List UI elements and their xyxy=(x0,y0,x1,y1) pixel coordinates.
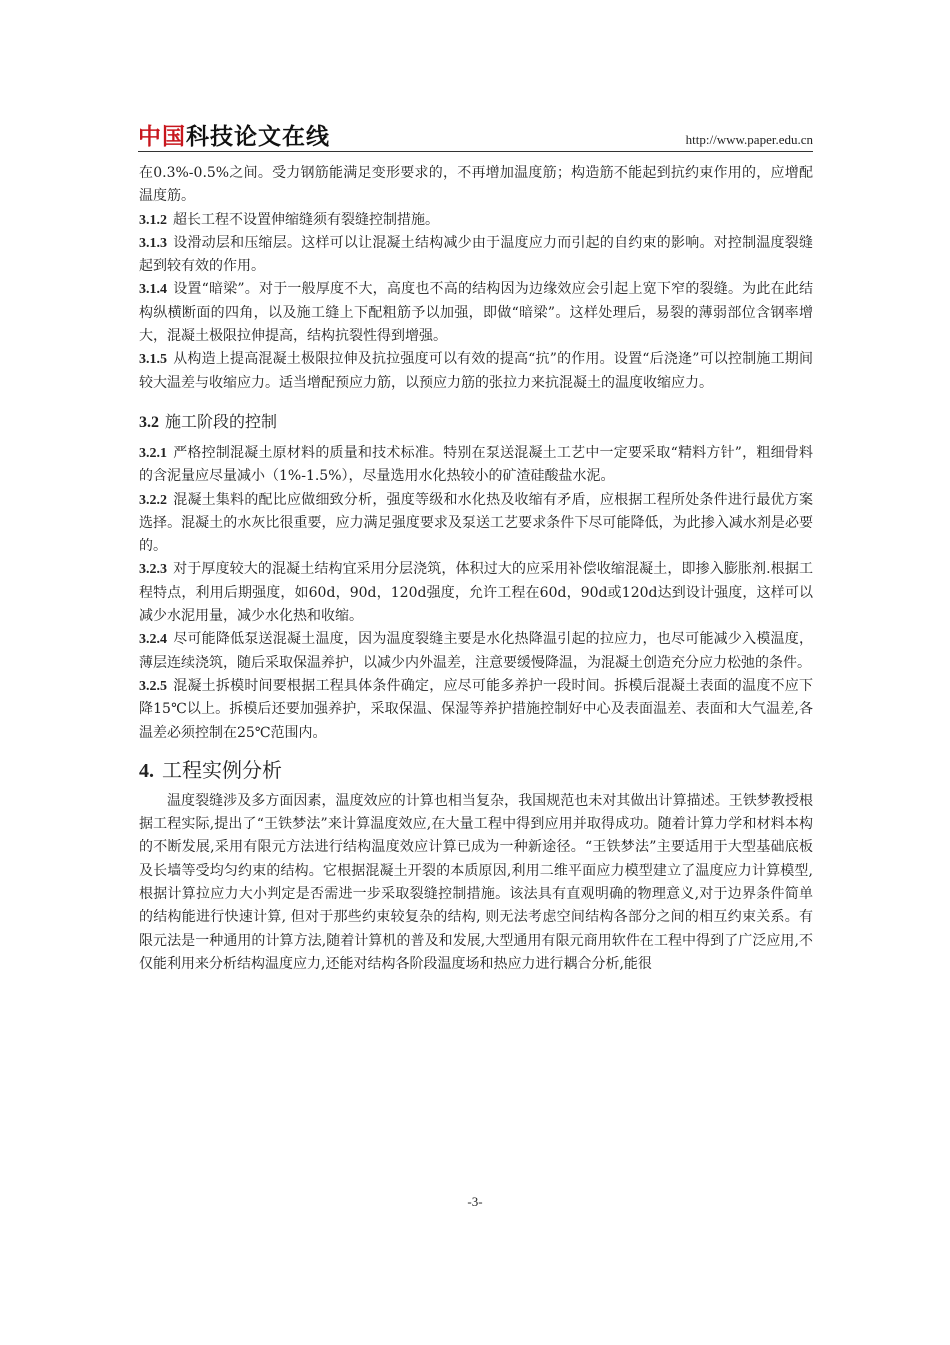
page-number: -3- xyxy=(467,1194,483,1209)
heading-number: 3.2 xyxy=(139,413,159,431)
header-url[interactable]: http://www.paper.edu.cn xyxy=(685,132,813,147)
section-3-1-2 xyxy=(139,209,813,232)
section-number: 3.1.2 xyxy=(139,212,167,228)
section-text: 设滑动层和压缩层。这样可以让混凝土结构减少由于温度应力而引起的自约束的影响。对控制温度裂缝起到较有效的作用。 xyxy=(139,234,813,275)
section-number: 3.1.5 xyxy=(139,352,167,368)
heading-4 xyxy=(139,754,813,783)
section-3-1-5 xyxy=(139,348,813,395)
section-number: 3.2.4 xyxy=(139,632,167,648)
section-text: 设置“暗梁”。对于一般厚度不大，高度也不高的结构因为边缘效应会引起上宽下窄的裂缝。为此在此结构纵横断面的四角，以及施工缝上下配粗筋予以加强，即做“暗梁”。这样处理后，易裂的薄弱部位含钢率增大，混凝土极限拉伸提高，结构抗裂性得到增强。 xyxy=(139,281,813,345)
heading-3-2 xyxy=(139,409,813,432)
paragraph-section-4: 温度裂缝涉及多方面因素，温度效应的计算也相当复杂，我国规范也未对其做出计算描述。王铁梦教授根据工程实际,提出了“王铁梦法”来计算温度效应,在大量工程中得到应用并取得成功。随着计算力学和材料本构的不断发展,采用有限元方法进行结构温度效应计算已成为一种新途径。“王铁梦法”主要适用于大型基础底板及长墙等受均匀约束的结构。它根据混凝土开裂的本质原因,利用二维平面应力模型建立了温度应力计算模型,根据计算拉应力大小判定是否需进一步采取裂缝控制措施。该法具有直观明确的物理意义,对于边界条件简单的结构能进行快速计算, 但对于那些约束较复杂的结构, 则无法考虑空间结构各部分之间的相互约束关系。有限元法是一种通用的计算方法,随着计算机的普及和发展,大型通用有限元商用软件在工程中得到了广泛应用,不仅能利用来分析结构温度应力,还能对结构各阶段温度场和热应力进行耦合分析,能很 xyxy=(139,792,813,972)
heading-number: 4. xyxy=(139,759,154,782)
logo-black-text: 科技论文在线 xyxy=(186,124,330,150)
section-number: 3.2.5 xyxy=(139,678,167,694)
section-number: 3.2.2 xyxy=(139,492,167,508)
section-text: 混凝土拆模时间要根据工程具体条件确定，应尽可能多养护一段时间。拆模后混凝土表面的温度不应下降15℃以上。拆模后还要加强养护，采取保温、保湿等养护措施控制好中心及表面温差、表面和大气温差,各温差必须控制在25℃范围内。 xyxy=(139,677,813,741)
heading-text: 施工阶段的控制 xyxy=(165,411,278,431)
site-logo xyxy=(138,118,330,151)
section-text: 混凝土集料的配比应做细致分析，强度等级和水化热及收缩有矛盾，应根据工程所处条件进行最优方案选择。混凝土的水灰比很重要，应力满足强度要求及泵送工艺要求条件下尽可能降低，为此掺入减水剂是必要的。 xyxy=(139,491,813,555)
section-3-2-5 xyxy=(139,675,813,745)
section-3-1-4 xyxy=(139,278,813,348)
section-text: 对于厚度较大的混凝土结构宜采用分层浇筑，体积过大的应采用补偿收缩混凝土，即掺入膨胀剂.根据工程特点，利用后期强度，如60d，90d，120d强度，允许工程在60d，90d或120d达到设计强度，这样可以减少水泥用量，减少水化热和收缩。 xyxy=(139,561,813,625)
paragraph-continuation: 在0.3%-0.5%之间。受力钢筋能满足变形要求的，不再增加温度筋；构造筋不能起到抗约束作用的，应增配温度筋。 xyxy=(139,165,813,205)
section-text: 从构造上提高混凝土极限拉伸及抗拉强度可以有效的提高“抗”的作用。设置“后浇逄”可以控制施工期间较大温差与收缩应力。适当增配预应力筋，以预应力筋的张拉力来抗混凝土的温度收缩应力。 xyxy=(139,351,813,391)
heading-text: 工程实例分析 xyxy=(162,757,282,782)
section-number: 3.1.3 xyxy=(139,235,167,251)
section-number: 3.1.4 xyxy=(139,282,167,298)
section-3-2-4 xyxy=(139,628,813,675)
page-body xyxy=(139,162,813,976)
section-3-1-3 xyxy=(139,232,813,279)
header-divider xyxy=(138,151,813,152)
page-header xyxy=(138,118,813,152)
section-3-2-3 xyxy=(139,558,813,628)
section-number: 3.2.1 xyxy=(139,445,167,461)
section-text: 尽可能降低泵送混凝土温度，因为温度裂缝主要是水化热降温引起的拉应力，也尽可能减少入模温度，薄层连续浇筑，随后采取保温养护，以减少内外温差，注意要缓慢降温，为混凝土创造充分应力松弛的条件。 xyxy=(139,631,813,671)
section-number: 3.2.3 xyxy=(139,562,167,578)
section-text: 严格控制混凝土原材料的质量和技术标准。特别在泵送混凝土工艺中一定要采取“精料方针”，粗细骨料的含泥量应尽量减小（1%-1.5%），尽量选用水化热较小的矿渣硅酸盐水泥。 xyxy=(139,444,813,485)
section-3-2-2 xyxy=(139,489,813,559)
logo-red-text: 中国 xyxy=(138,124,186,150)
section-3-2-1 xyxy=(139,442,813,489)
section-text: 超长工程不设置伸缩缝须有裂缝控制措施。 xyxy=(173,211,439,228)
